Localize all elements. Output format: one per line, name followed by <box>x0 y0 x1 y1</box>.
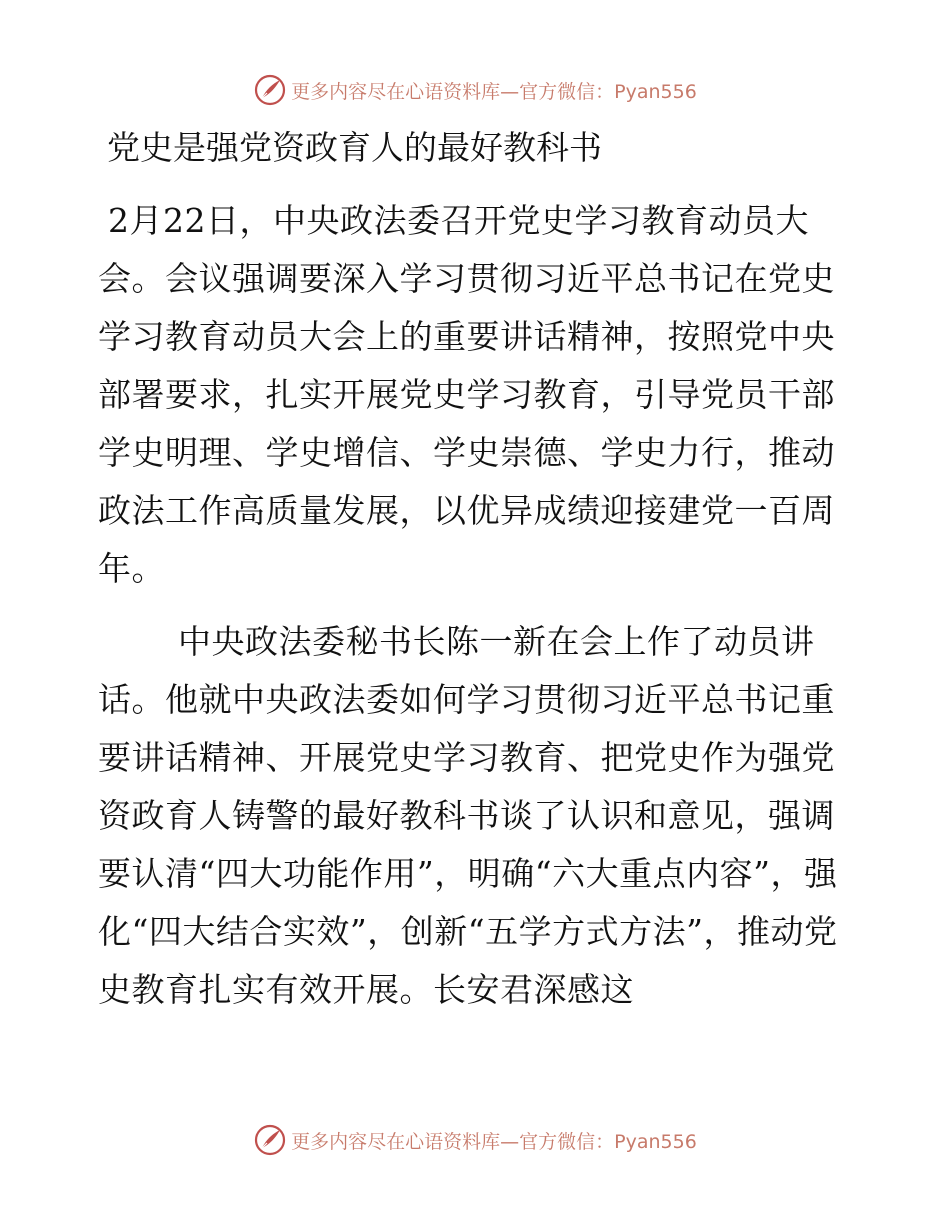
watermark-text: 更多内容尽在心语资料库—官方微信：Pyan556 <box>291 80 697 103</box>
quill-logo-icon <box>253 73 287 107</box>
document-title: 党史是强党资政育人的最好教科书 <box>107 128 602 167</box>
quill-logo-icon <box>253 1123 287 1157</box>
paragraph-2: 中央政法委秘书长陈一新在会上作了动员讲话。他就中央政法委如何学习贯彻习近平总书记重要讲话精神、开展党史学习教育、把党史作为强党资政育人铸警的最好教科书谈了认识和意见，强调要认清“四大功能作用”，明确“六大重点内容”，强化“四大结合实效”，创新“五学方式方法”，推动党史教育扎实有效开展。长安君深感这 <box>98 622 838 1009</box>
paragraph-1: 2月22日，中央政法委召开党史学习教育动员大会。会议强调要深入学习贯彻习近平总书记在党史学习教育动员大会上的重要讲话精神，按照党中央部署要求，扎实开展党史学习教育，引导党员干部学史明理、学史增信、学史崇德、学史力行，推动政法工作高质量发展，以优异成绩迎接建党一百周年。 <box>98 201 835 588</box>
header-watermark <box>0 70 950 110</box>
watermark-text: 更多内容尽在心语资料库—官方微信：Pyan556 <box>291 1130 697 1153</box>
footer-watermark <box>0 1120 950 1160</box>
